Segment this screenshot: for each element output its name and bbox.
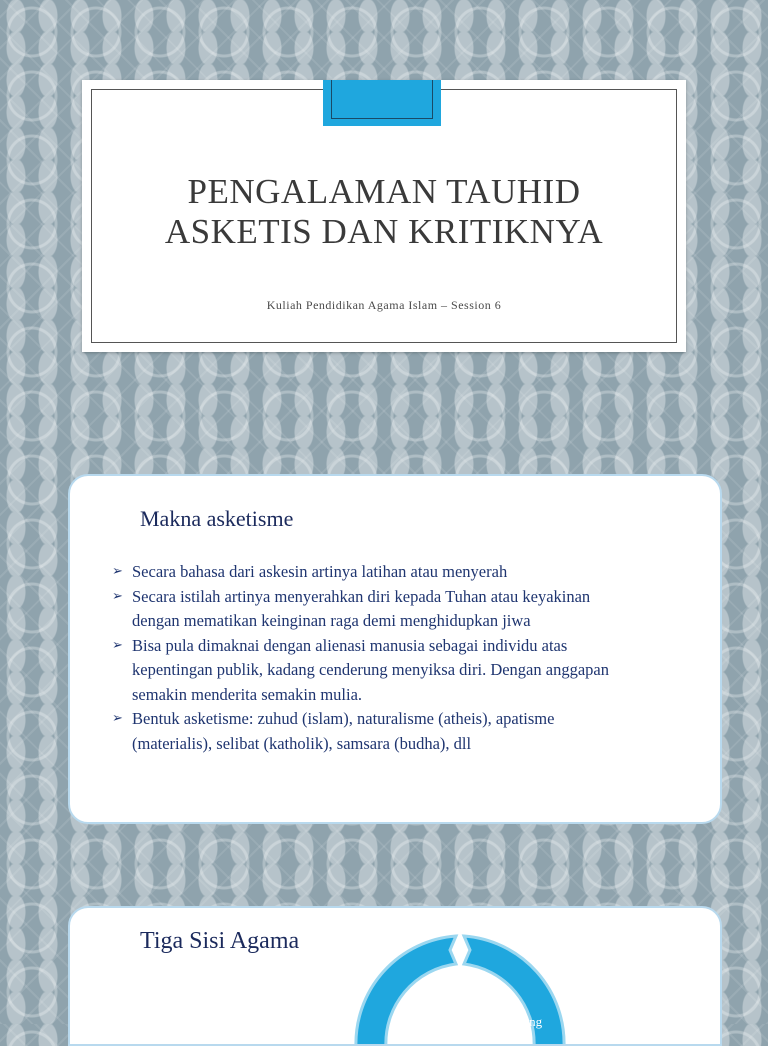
arrow-right-icon: ➢ <box>112 564 123 579</box>
slide-title-line2: ASKETIS DAN KRITIKNYA <box>164 212 604 251</box>
accent-tab <box>323 80 441 126</box>
bullet-text: Secara bahasa dari askesin artinya latihan atau menyerah <box>132 562 508 581</box>
bullet-item <box>110 560 710 585</box>
arrow-right-icon: ➢ <box>112 711 123 726</box>
bullet-text: kepentingan publik, kadang cenderung menyiksa diri. Dengan anggapan <box>132 660 609 679</box>
bullet-text: (materialis), selibat (katholik), samsara (budha), dll <box>132 733 472 753</box>
slide-title-line1: PENGALAMAN TAUHID <box>187 172 581 211</box>
arrow-right-icon: ➢ <box>112 588 123 604</box>
bullet-text: Bentuk asketisme: zuhud (islam), naturalisme (atheis), apatisme <box>132 709 555 728</box>
slide-heading: Makna asketisme <box>140 506 294 531</box>
cycle-diagram <box>350 918 570 1046</box>
bullet-text: semakin menderita semakin mulia. <box>132 684 363 704</box>
title-slide <box>82 80 686 352</box>
cycle-segment-knowing <box>464 936 564 1046</box>
cycle-label-knowing: Knowing <box>493 1014 543 1029</box>
slide-subtitle: Kuliah Pendidikan Agama Islam – Session 6 <box>266 298 502 312</box>
bullet-text: Bisa pula dimaknai dengan alienasi manusia sebagai individu atas <box>132 635 568 655</box>
bullet-item <box>110 585 710 634</box>
arrow-right-icon: ➢ <box>112 637 123 653</box>
bullet-item <box>110 707 710 756</box>
slide-heading: Tiga Sisi Agama <box>140 928 300 954</box>
content-slide-tiga-sisi <box>68 906 722 1046</box>
bullet-text: dengan mematikan keinginan raga demi menghidupkan jiwa <box>132 611 531 630</box>
bullet-text: Secara istilah artinya menyerahkan diri kepada Tuhan atau keyakinan <box>132 586 591 606</box>
bullet-item <box>110 634 710 708</box>
cycle-label-being: Being <box>394 1014 426 1029</box>
content-slide-makna <box>68 474 722 824</box>
bullet-list <box>110 560 710 756</box>
slide-title <box>82 172 686 252</box>
accent-tab-outline <box>331 80 433 119</box>
cycle-segment-being <box>356 936 456 1046</box>
